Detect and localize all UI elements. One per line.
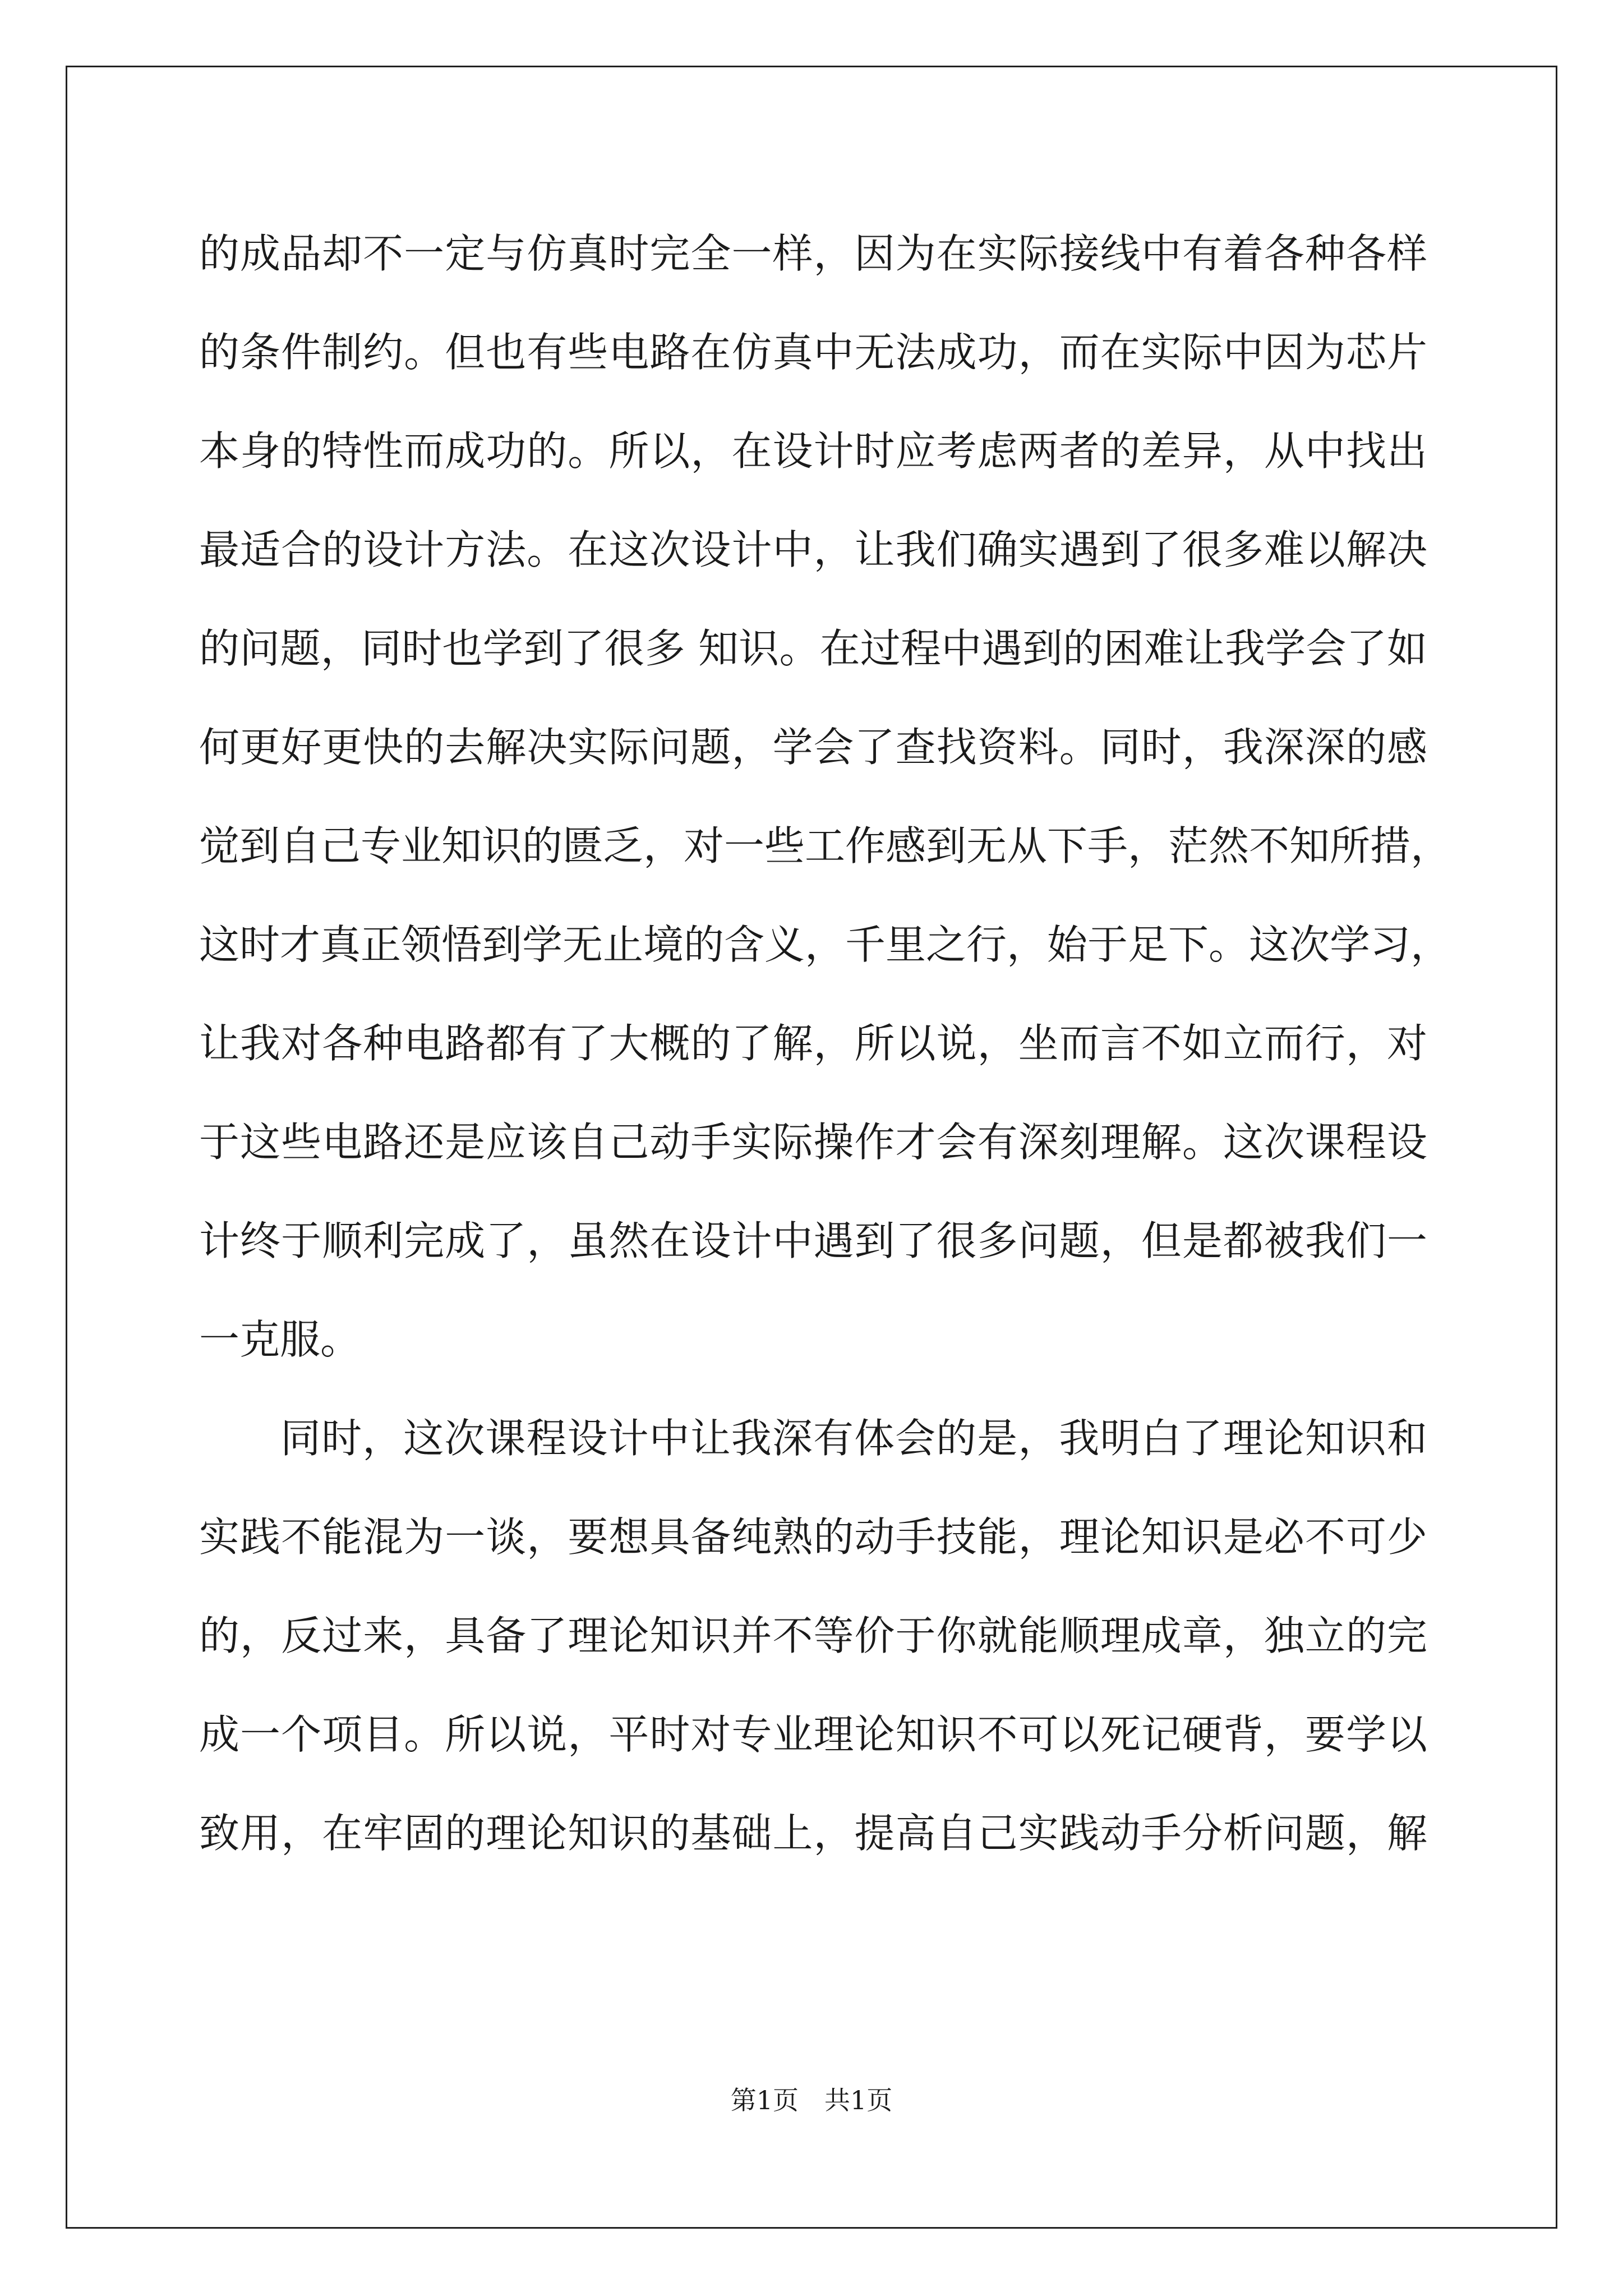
paragraph-end-line: 一克服。 [199, 1316, 361, 1363]
text-line: 计终于顺利完成了，虽然在设计中遇到了很多问题，但是都被我们一 [199, 1217, 1427, 1264]
text-line: 致用，在牢固的理论知识的基础上，提高自己实践动手分析问题，解 [199, 1810, 1427, 1857]
text-line: 实践不能混为一谈，要想具备纯熟的动手技能，理论知识是必不可少 [199, 1513, 1427, 1561]
text-line: 的条件制约。但也有些电路在仿真中无法成功，而在实际中因为芯片 [199, 329, 1427, 376]
text-line: 的，反过来，具备了理论知识并不等价于你就能顺理成章，独立的完 [199, 1612, 1427, 1659]
text-line: 这时才真正领悟到学无止境的含义，千里之行，始于足下。这次学习， [199, 921, 1451, 968]
text-line: 的问题，同时也学到了很多 知识。在过程中遇到的困难让我学会了如 [199, 625, 1427, 672]
page-number: 第1页 共1页 [730, 2085, 893, 2115]
text-line: 的成品却不一定与仿真时完全一样，因为在实际接线中有着各种各样 [199, 230, 1427, 277]
text-line: 让我对各种电路都有了大概的了解，所以说，坐而言不如立而行，对 [199, 1020, 1427, 1067]
text-line: 何更好更快的去解决实际问题，学会了查找资料。同时，我深深的感 [199, 724, 1427, 771]
text-line: 最适合的设计方法。在这次设计中，让我们确实遇到了很多难以解决 [199, 526, 1427, 573]
text-line: 于这些电路还是应该自己动手实际操作才会有深刻理解。这次课程设 [199, 1119, 1427, 1166]
text-line: 成一个项目。所以说，平时对专业理论知识不可以死记硬背，要学以 [199, 1711, 1427, 1758]
paragraph-first-line: 同时，这次课程设计中让我深有体会的是，我明白了理论知识和 [280, 1415, 1427, 1462]
text-line: 觉到自己专业知识的匮乏，对一些工作感到无从下手，茫然不知所措， [199, 822, 1451, 869]
text-line: 本身的特性而成功的。所以，在设计时应考虑两者的差异，从中找出 [199, 427, 1427, 475]
document-body [199, 220, 1451, 1898]
